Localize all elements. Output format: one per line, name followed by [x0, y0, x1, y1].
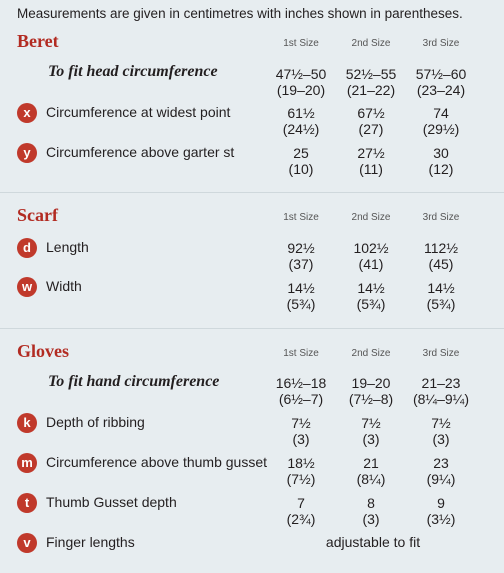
- value-cell: 21–23 (8¼–9¼): [412, 375, 470, 407]
- row-label: Circumference above garter st: [46, 144, 235, 160]
- value-cell: 112½ (45): [424, 240, 458, 272]
- row-label: Length: [46, 239, 89, 255]
- section-divider: [0, 328, 504, 329]
- value-cell: 61½ (24½): [282, 105, 320, 137]
- value-cell: 30 (12): [428, 145, 454, 177]
- size-header-2: 2nd Size: [351, 348, 391, 359]
- value-cell-span: adjustable to fit: [325, 534, 421, 550]
- row-label: Circumference at widest point: [46, 104, 231, 120]
- size-header-3: 3rd Size: [422, 38, 460, 49]
- row-label: Circumference above thumb gusset: [46, 454, 267, 470]
- size-header-2: 2nd Size: [351, 38, 391, 49]
- value-cell: 23 (9¼): [426, 455, 456, 487]
- value-cell: 16½–18 (6½–7): [275, 375, 327, 407]
- section-title-beret: Beret: [17, 31, 59, 51]
- value-cell: 18½ (7½): [286, 455, 316, 487]
- row-label: Width: [46, 278, 82, 294]
- size-header-1: 1st Size: [283, 212, 319, 223]
- badge-m-icon: m: [17, 453, 37, 473]
- badge-x-icon: x: [17, 103, 37, 123]
- value-cell: 14½ (5¾): [426, 280, 456, 312]
- row-label: Depth of ribbing: [46, 414, 145, 430]
- value-cell: 67½ (27): [357, 105, 385, 137]
- badge-v-icon: v: [17, 533, 37, 553]
- size-header-1: 1st Size: [283, 348, 319, 359]
- value-cell: 92½ (37): [287, 240, 315, 272]
- size-header-1: 1st Size: [283, 38, 319, 49]
- value-cell: 8 (3): [362, 495, 380, 527]
- row-label: Finger lengths: [46, 534, 135, 550]
- value-cell: 25 (10): [288, 145, 314, 177]
- fit-label-hand: To fit hand circumference: [48, 373, 220, 390]
- value-cell: 21 (8¼): [356, 455, 386, 487]
- value-cell: 47½–50 (19–20): [275, 66, 327, 98]
- badge-w-icon: w: [17, 277, 37, 297]
- section-title-scarf: Scarf: [17, 205, 58, 225]
- badge-y-icon: y: [17, 143, 37, 163]
- value-cell: 52½–55 (21–22): [345, 66, 397, 98]
- size-header-3: 3rd Size: [422, 348, 460, 359]
- value-cell: 9 (3½): [426, 495, 456, 527]
- value-cell: 14½ (5¾): [286, 280, 316, 312]
- size-header-3: 3rd Size: [422, 212, 460, 223]
- value-cell: 19–20 (7½–8): [348, 375, 394, 407]
- intro-text: Measurements are given in centimetres with inches shown in parentheses.: [17, 6, 463, 21]
- value-cell: 7 (2¾): [286, 495, 316, 527]
- badge-d-icon: d: [17, 238, 37, 258]
- badge-t-icon: t: [17, 493, 37, 513]
- value-cell: 14½ (5¾): [356, 280, 386, 312]
- value-cell: 57½–60 (23–24): [415, 66, 467, 98]
- value-cell: 7½ (3): [361, 415, 381, 447]
- value-cell: 27½ (11): [357, 145, 385, 177]
- section-divider: [0, 192, 504, 193]
- value-cell: 7½ (3): [431, 415, 451, 447]
- value-cell: 7½ (3): [291, 415, 311, 447]
- badge-k-icon: k: [17, 413, 37, 433]
- value-cell: 102½ (41): [353, 240, 389, 272]
- value-cell: 74 (29½): [422, 105, 460, 137]
- fit-label-head: To fit head circumference: [48, 63, 218, 80]
- size-header-2: 2nd Size: [351, 212, 391, 223]
- row-label: Thumb Gusset depth: [46, 494, 177, 510]
- section-title-gloves: Gloves: [17, 341, 69, 361]
